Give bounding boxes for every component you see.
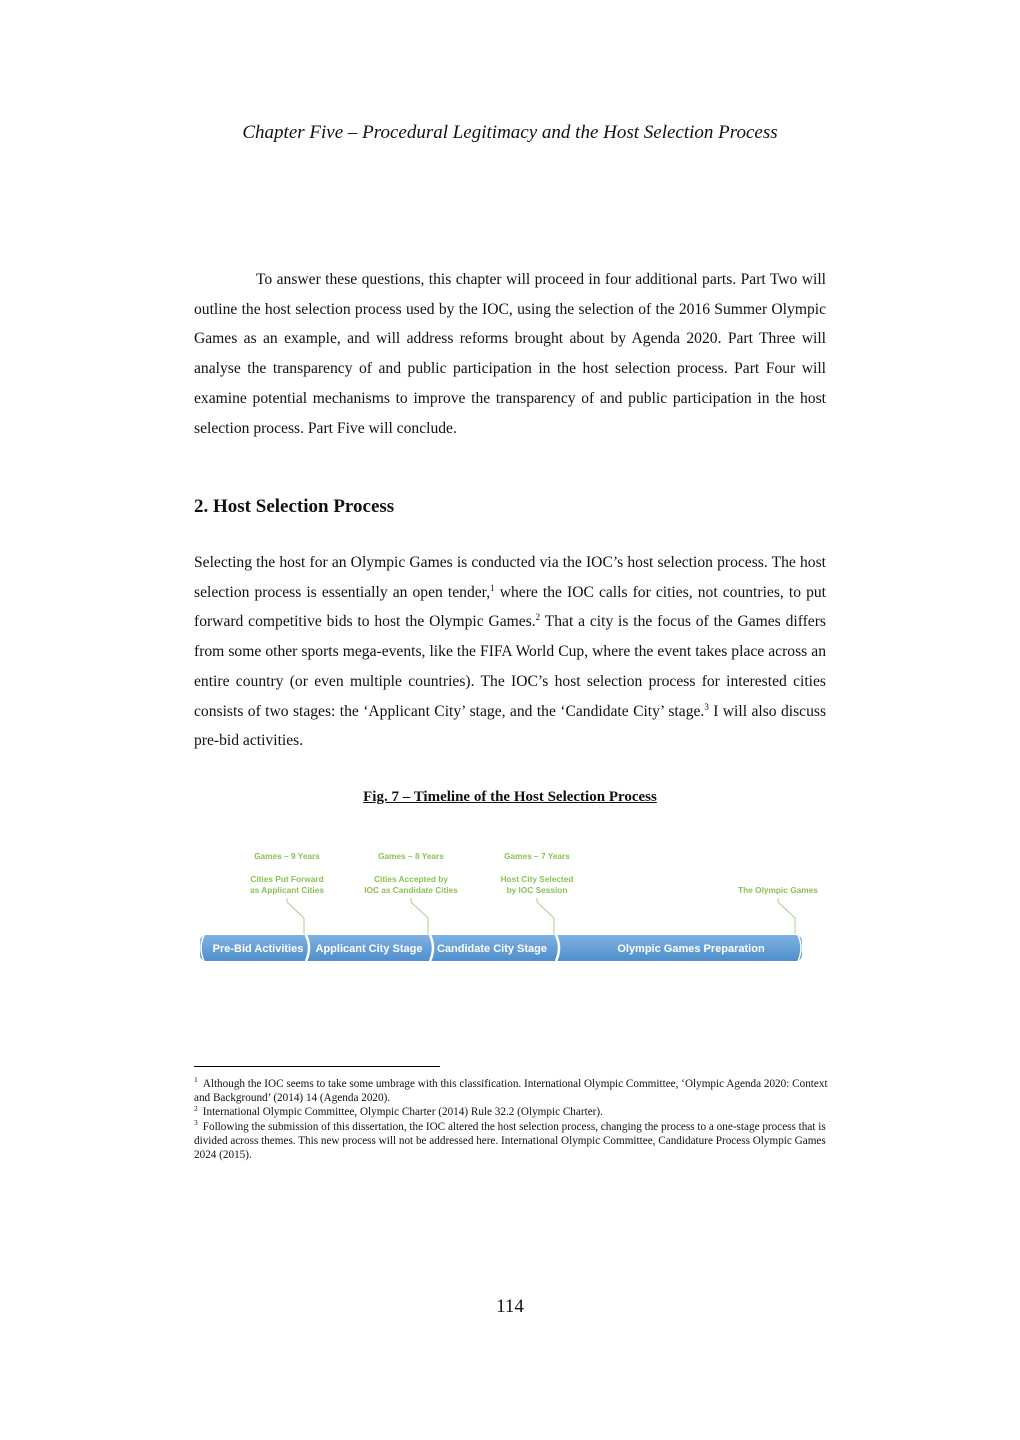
footnotes [194,1077,830,1162]
milestone-1-line2: as Applicant Cities [250,885,324,895]
running-head: Chapter Five – Procedural Legitimacy and the Host Selection Process [242,122,778,143]
segment-applicant-label: Applicant City Stage [315,943,423,955]
paragraph-text: That a city is the focus of the Games differs from some other sports mega-events, like the FIFA World Cup, where the event takes place across an entire country (or even multiple countries). The IOC’s host selection process for interested cities consists of two stages: the ‘Applicant City’ stage, and the ‘Candidate City’ stage. [194,613,826,720]
milestone-1-connector [287,898,304,934]
footnote-text: Following the submission of this dissertation, the IOC altered the host selection process, changing the process to a one-stage process that is divided across themes. This new process will not be addressed here. International Olympic Committee, Candidature Process Olympic Games 2024 (2015). [194,1120,826,1162]
page-number: 114 [496,1296,524,1317]
milestone-3-years: Games – 7 Years [504,851,570,861]
segment-candidate-label: Candidate City Stage [436,943,548,955]
milestone-3-connector [537,898,554,934]
footnote-1 [194,1077,830,1105]
footnote-3 [194,1117,830,1163]
intro-paragraph: To answer these questions, this chapter will proceed in four additional parts. Part Two will outline the host selection process used by the IOC, using the selection of the 2016 Summer Olympic Games as an example, and will address reforms brought about by Agenda 2020. Part Three will analyse the transparency of and public participation in the host selection process. Part Four will examine potential mechanisms to improve the transparency of and public participation in the host selection process. Part Five will conclude. [194,271,826,437]
footnote-2 [194,1105,830,1119]
paragraph-text: where the IOC calls for cities, not countries, to put forward competitive bids to host the Olympic Games. [194,583,826,631]
milestone-2-line2: IOC as Candidate Cities [364,885,458,895]
footnote-number: 3 [194,1117,198,1127]
milestone-1-line1: Cities Put Forward [250,874,324,884]
milestone-4-connector [778,898,795,934]
footnote-number: 2 [194,1103,198,1113]
segment-preparation-label: Olympic Games Preparation [617,943,765,955]
segment-pre-bid-label: Pre-Bid Activities [212,943,304,955]
timeline-figure [194,838,834,978]
footnote-text: International Olympic Committee, Olympic Charter (2014) Rule 32.2 (Olympic Charter). [202,1106,603,1119]
section-heading: 2. Host Selection Process [194,496,395,517]
footnote-number: 1 [194,1075,198,1085]
milestone-2-line1: Cities Accepted by [374,874,448,884]
paragraph-text: Selecting the host for an Olympic Games is conducted via the IOC’s host selection process. The host selection process is essentially an open tender, [194,554,826,601]
milestone-2-connector [411,898,428,934]
footnote-ref-3[interactable]: 3 [704,701,709,712]
host-selection-paragraph [194,548,826,756]
paragraph-text: I will also discuss pre-bid activities. [194,702,827,750]
footnote-separator [194,1066,440,1067]
milestone-3-line2: by IOC Session [506,885,568,895]
milestone-2-years: Games – 8 Years [378,851,444,861]
milestone-4-line2: The Olympic Games [738,885,818,895]
footnote-text: Although the IOC seems to take some umbrage with this classification. International Olympic Committee, ‘Olympic Agenda 2020: Context and Background’ (2014) 14 (Agenda 2020). [194,1078,828,1105]
milestone-1-years: Games – 9 Years [254,851,320,861]
footnote-ref-1[interactable]: 1 [490,582,495,593]
figure-caption: Fig. 7 – Timeline of the Host Selection Process [363,789,657,805]
milestone-3-line1: Host City Selected [500,874,574,884]
footnote-ref-2[interactable]: 2 [535,612,541,623]
